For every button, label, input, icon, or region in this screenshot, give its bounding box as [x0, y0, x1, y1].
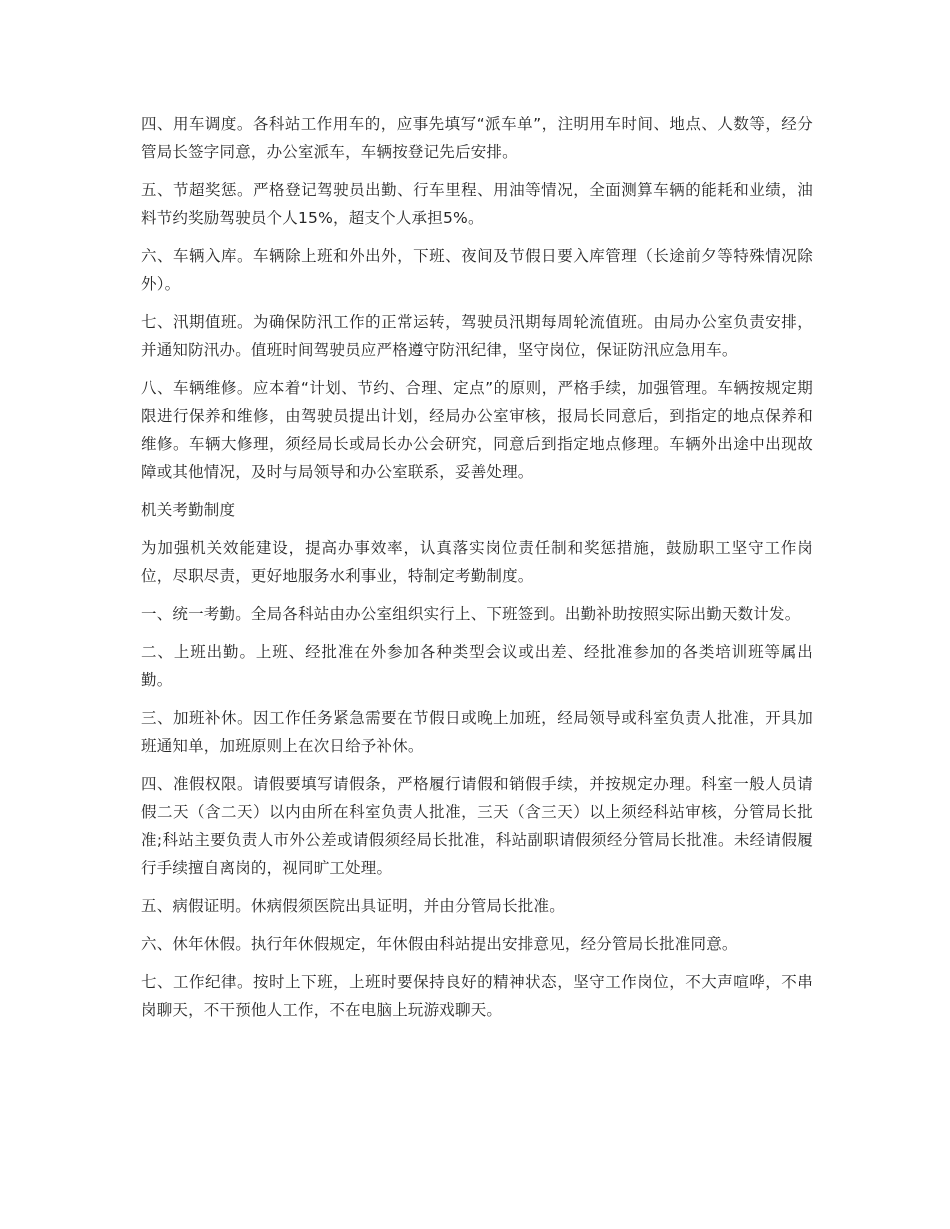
paragraph-sick-leave: 五、病假证明。休病假须医院出具证明，并由分管局长批准。 [141, 897, 565, 915]
paragraph-work-discipline: 七、工作纪律。按时上下班，上班时要保持良好的精神状态，坚守工作岗位，不大声喧哗，不串岗聊天，不干预他人工作，不在电脑上玩游戏聊天。 [141, 973, 813, 1019]
paragraph-vehicle-garaging: 六、车辆入库。车辆除上班和外出外，下班、夜间及节假日要入库管理（长途前夕等特殊情况除外）。 [141, 247, 813, 293]
paragraph-unified-attendance: 一、统一考勤。全局各科站由办公室组织实行上、下班签到。出勤补助按照实际出勤天数计发。 [141, 605, 801, 623]
paragraph-overtime-leave: 三、加班补休。因工作任务紧急需要在节假日或晚上加班，经局领导或科室负责人批准，开具加班通知单，加班原则上在次日给予补休。 [141, 709, 813, 755]
paragraph-attendance-intro: 为加强机关效能建设，提高办事效率，认真落实岗位责任制和奖惩措施，鼓励职工坚守工作岗位，尽职尽责，更好地服务水利事业，特制定考勤制度。 [141, 539, 813, 585]
paragraph-work-attendance: 二、上班出勤。上班、经批准在外参加各种类型会议或出差、经批准参加的各类培训班等属出勤。 [141, 643, 813, 689]
paragraph-vehicle-dispatch: 四、用车调度。各科站工作用车的，应事先填写“派车单”，注明用车时间、地点、人数等，经分管局长签字同意，办公室派车，车辆按登记先后安排。 [141, 115, 813, 161]
paragraph-savings-rewards: 五、节超奖惩。严格登记驾驶员出勤、行车里程、用油等情况，全面测算车辆的能耗和业绩，油料节约奖励驾驶员个人15%，超支个人承担5%。 [141, 181, 813, 227]
paragraph-flood-duty: 七、汛期值班。为确保防汛工作的正常运转，驾驶员汛期每周轮流值班。由局办公室负责安排，并通知防汛办。值班时间驾驶员应严格遵守防汛纪律，坚守岗位，保证防汛应急用车。 [141, 313, 813, 359]
document-body [141, 110, 813, 1034]
paragraph-annual-leave: 六、休年休假。执行年休假规定，年休假由科站提出安排意见，经分管局长批准同意。 [141, 935, 738, 953]
section-title: 机关考勤制度 [141, 501, 236, 519]
paragraph-leave-authority: 四、准假权限。请假要填写请假条，严格履行请假和销假手续，并按规定办理。科室一般人员请假二天（含二天）以内由所在科室负责人批准，三天（含三天）以上须经科站审核，分管局长批准;科站主要负责人市外公差或请假须经局长批准，科站副职请假须经分管局长批准。未经请假履行手续擅自离岗的，视同旷工处理。 [141, 775, 813, 877]
paragraph-vehicle-maintenance: 八、车辆维修。应本着“计划、节约、合理、定点”的原则，严格手续，加强管理。车辆按规定期限进行保养和维修，由驾驶员提出计划，经局办公室审核，报局长同意后，到指定的地点保养和维修。车辆大修理，须经局长或局长办公会研究，同意后到指定地点修理。车辆外出途中出现故障或其他情况，及时与局领导和办公室联系，妥善处理。 [141, 379, 813, 481]
